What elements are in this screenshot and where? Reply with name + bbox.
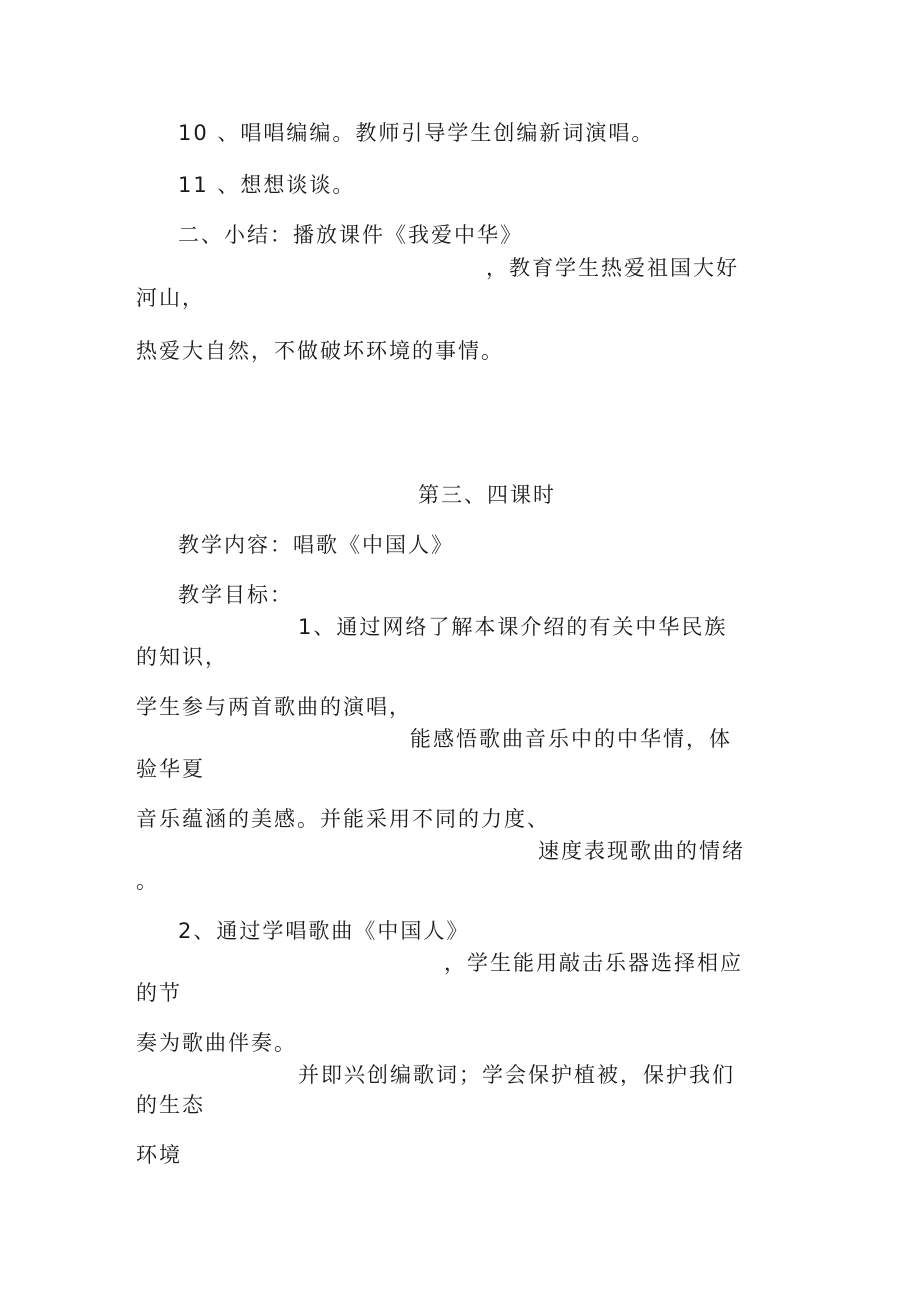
objective-2-line-3: 的节: [136, 981, 182, 1005]
teaching-content: 教学内容：唱歌《中国人》: [178, 533, 454, 557]
objective-1-line-3: 学生参与两首歌曲的演唱，: [136, 695, 412, 719]
objective-2-line-7: 环境: [136, 1143, 182, 1167]
objectives-label: 教学目标：: [178, 583, 293, 607]
objective-1-line-4: 能感悟歌曲音乐中的中华情，体: [410, 727, 732, 751]
objective-1-line-1: 1、通过网络了解本课介绍的有关中华民族: [298, 615, 728, 639]
summary-line-1: 二、小结：播放课件《我爱中华》: [178, 223, 523, 247]
objective-2-line-2: ，学生能用敲击乐器选择相应: [444, 951, 743, 975]
objective-2-line-1: 2、通过学唱歌曲《中国人》: [178, 919, 470, 943]
objective-2-line-6: 的生态: [136, 1093, 205, 1117]
objective-1-line-8: 。: [136, 869, 159, 893]
activity-11: 11 、想想谈谈。: [178, 173, 356, 197]
objective-1-line-6: 音乐蕴涵的美感。并能采用不同的力度、: [136, 807, 550, 831]
objective-2-line-4: 奏为歌曲伴奏。: [136, 1031, 297, 1055]
summary-line-2: ，教育学生热爱祖国大好: [486, 256, 739, 280]
objective-2-line-5: 并即兴创编歌词；学会保护植被，保护我们: [298, 1063, 735, 1087]
objective-1-line-7: 速度表现歌曲的情绪: [538, 839, 745, 863]
summary-line-3: 河山，: [136, 286, 205, 310]
objective-1-line-2: 的知识，: [136, 645, 228, 669]
summary-line-4: 热爱大自然，不做破坏环境的事情。: [136, 339, 504, 363]
section-title: 第三、四课时: [418, 483, 556, 507]
objective-1-line-5: 验华夏: [136, 757, 205, 781]
activity-10: 10 、唱唱编编。教师引导学生创编新词演唱。: [178, 121, 655, 145]
